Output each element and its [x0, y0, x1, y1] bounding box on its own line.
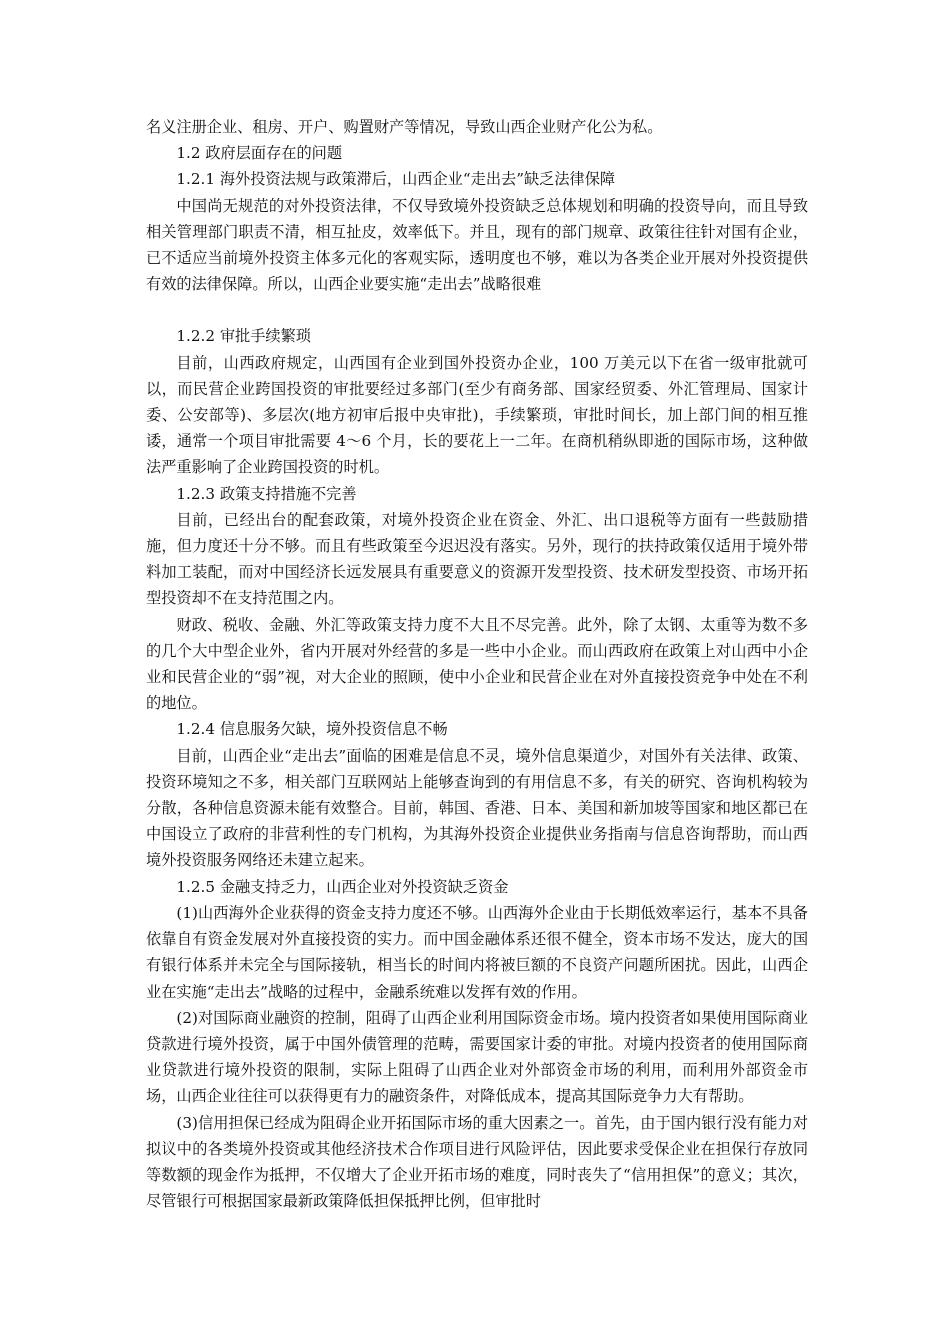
paragraph: (1)山西海外企业获得的资金支持力度还不够。山西海外企业由于长期低效率运行，基本不具备依靠自有资金发展对外直接投资的实力。而中国金融体系还很不健全，资本市场不发达，庞大的国有银行体系并未完全与国际接轨，相当长的时间内将被巨额的不良资产问题所困扰。因此，山西企业在实施“走出去”战略的过程中，金融系统难以发挥有效的作用。 — [146, 903, 808, 1001]
document-page — [146, 114, 808, 1214]
subsection-heading: 1.2.1 海外投资法规与政策滞后，山西企业“走出去”缺乏法律保障 — [176, 170, 616, 189]
subsection-heading: 1.2.3 政策支持措施不完善 — [176, 484, 357, 503]
paragraph: 财政、税收、金融、外汇等政策支持力度不大且不尽完善。此外，除了太钢、太重等为数不多的几个大中型企业外，省内开展对外经营的多是一些中小企业。而山西政府在政策上对山西中小企业和民营企业的“弱”视，对大企业的照顾，使中小企业和民营企业在对外直接投资竞争中处在不利的地位。 — [146, 615, 808, 713]
subsection-heading: 1.2.5 金融支持乏力，山西企业对外投资缺乏资金 — [176, 877, 509, 896]
paragraph: (2)对国际商业融资的控制，阻碍了山西企业利用国际资金市场。境内投资者如果使用国际商业贷款进行境外投资，属于中国外债管理的范畴，需要国家计委的审批。对境内投资者的使用国际商业贷款进行境外投资的限制，实际上阻碍了山西企业对外部资金市场的利用，而利用外部资金市场，山西企业往往可以获得更有力的融资条件，对降低成本，提高其国际竞争力大有帮助。 — [146, 1008, 808, 1106]
paragraph: 目前，山西政府规定，山西国有企业到国外投资办企业，100 万美元以下在省一级审批就可以，而民营企业跨国投资的审批要经过多部门(至少有商务部、国家经贸委、外汇管理局、国家计委、公安部等)、多层次(地方初审后报中央审批)，手续繁琐，审批时间长，加上部门间的相互推诿，通常一个项目审批需要 4～6 个月，长的要花上一二年。在商机稍纵即逝的国际市场，这种做法严重影响了企业跨国投资的时机。 — [146, 353, 808, 477]
section-heading: 1.2 政府层面存在的问题 — [176, 144, 343, 163]
subsection-heading: 1.2.2 审批手续繁琐 — [176, 327, 311, 346]
paragraph: 目前，山西企业“走出去”面临的困难是信息不灵，境外信息渠道少，对国外有关法律、政策、投资环境知之不多，相关部门互联网站上能够查询到的有用信息不多，有关的研究、咨询机构较为分散，各种信息资源未能有效整合。目前，韩国、香港、日本、美国和新加坡等国家和地区都已在中国设立了政府的非营利性的专门机构，为其海外投资企业提供业务指南与信息咨询帮助，而山西境外投资服务网络还未建立起来。 — [146, 746, 808, 870]
subsection-heading: 1.2.4 信息服务欠缺，境外投资信息不畅 — [176, 720, 448, 739]
paragraph: 目前，已经出台的配套政策，对境外投资企业在资金、外汇、出口退税等方面有一些鼓励措施，但力度还十分不够。而且有些政策至今迟迟没有落实。另外，现行的扶持政策仅适用于境外带料加工装配，而对中国经济长远发展具有重要意义的资源开发型投资、技术研发型投资、市场开拓型投资却不在支持范围之内。 — [146, 510, 808, 608]
blank-line — [146, 297, 808, 323]
paragraph: 名义注册企业、租房、开户、购置财产等情况，导致山西企业财产化公为私。 — [146, 118, 663, 136]
paragraph: (3)信用担保已经成为阻碍企业开拓国际市场的重大因素之一。首先，由于国内银行没有能力对拟议中的各类境外投资或其他经济技术合作项目进行风险评估，因此要求受保企业在担保行存放同等数额的现金作为抵押，不仅增大了企业开拓市场的难度，同时丧失了“信用担保”的意义；其次，尽管银行可根据国家最新政策降低担保抵押比例，但审批时 — [146, 1113, 808, 1211]
paragraph: 中国尚无规范的对外投资法律，不仅导致境外投资缺乏总体规划和明确的投资导向，而且导致相关管理部门职责不清，相互扯皮，效率低下。并且，现有的部门规章、政策往往针对国有企业，已不适应当前境外投资主体多元化的客观实际，透明度也不够，难以为各类企业开展对外投资提供有效的法律保障。所以，山西企业要实施“走出去”战略很难 — [146, 196, 808, 294]
